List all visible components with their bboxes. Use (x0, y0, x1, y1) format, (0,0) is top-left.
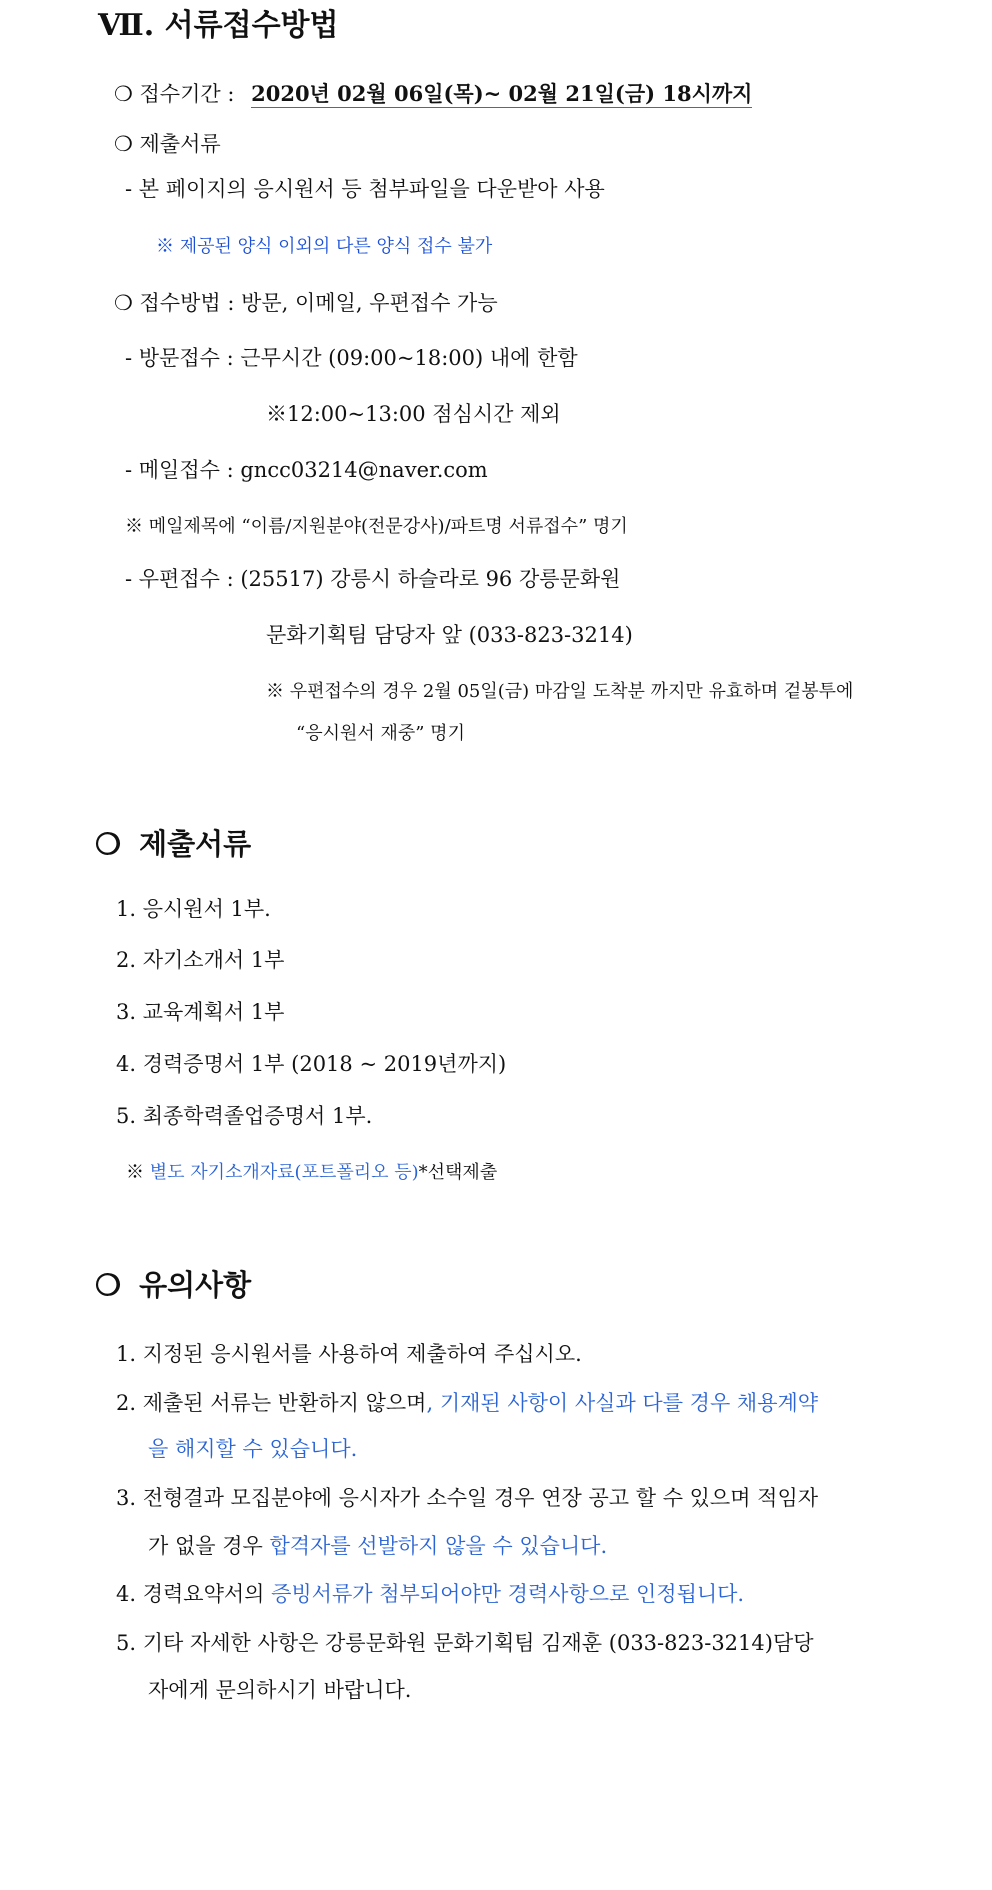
visit-value: 근무시간 (09:00~18:00) 내에 한함 (240, 346, 578, 370)
notes-item-4-a: 4. 경력요약서의 (116, 1582, 272, 1606)
docs-item-4: 4. 경력증명서 1부 (2018 ~ 2019년까지) (116, 1052, 507, 1076)
visit-row (125, 342, 578, 372)
section-notes-title: 유의사항 (139, 1268, 252, 1302)
bullet-icon: ❍ (114, 291, 133, 315)
bullet-icon: ❍ (114, 132, 133, 156)
section-notes-heading (95, 1263, 251, 1304)
docs-item-1: 1. 응시원서 1부. (116, 897, 271, 921)
section-docs-title: 제출서류 (139, 827, 252, 861)
method-text: 접수방법 : 방문, 이메일, 우편접수 가능 (139, 291, 498, 315)
mail-note: ※ 메일제목에 “이름/지원분야(전문강사)/파트명 서류접수” 명기 (125, 516, 628, 537)
period-row (114, 78, 752, 108)
notes-item-3-a: 3. 전형결과 모집분야에 응시자가 소수일 경우 연장 공고 할 수 있으며 적임자 (116, 1486, 819, 1510)
notes-item-4 (116, 1578, 744, 1608)
post-line2: 문화기획팀 담당자 앞 (033-823-3214) (266, 623, 633, 647)
docs-item-2: 2. 자기소개서 1부 (116, 948, 285, 972)
post-row (125, 563, 620, 593)
post-label: - 우편접수 : (125, 567, 234, 591)
visit-note: ※12:00~13:00 점심시간 제외 (266, 402, 561, 426)
notes-item-5-b: 자에게 문의하시기 바랍니다. (148, 1678, 412, 1702)
docs-item-3: 3. 교육계획서 1부 (116, 1000, 285, 1024)
bullet-icon: ❍ (95, 1268, 121, 1302)
notes-item-2 (116, 1387, 818, 1417)
post-note2: “응시원서 재중” 명기 (296, 723, 465, 744)
mail-row (125, 454, 488, 484)
visit-label: - 방문접수 : (125, 346, 234, 370)
docs-note-blue: 별도 자기소개자료(포트폴리오 등) (149, 1162, 419, 1183)
method-row (114, 287, 498, 317)
bullet-icon: ❍ (114, 82, 133, 106)
docs-note-row (126, 1158, 497, 1184)
docs-note-suffix: *선택제출 (418, 1162, 498, 1183)
notes-item-3-c: 합격자를 선발하지 않을 수 있습니다. (269, 1534, 608, 1558)
docs-note-prefix: ※ (126, 1162, 144, 1183)
notes-item-2-b: , 기재된 사항이 사실과 다를 경우 채용계약 (426, 1391, 819, 1415)
post-line1: (25517) 강릉시 하슬라로 96 강릉문화원 (240, 567, 621, 591)
mail-value: gncc03214@naver.com (240, 458, 488, 482)
docs-item-5: 5. 최종학력졸업증명서 1부. (116, 1104, 373, 1128)
docs-intro-row (114, 128, 221, 158)
notes-item-2-c: 을 해지할 수 있습니다. (148, 1437, 358, 1461)
mail-label: - 메일접수 : (125, 458, 234, 482)
notes-item-1: 1. 지정된 응시원서를 사용하여 제출하여 주십시오. (116, 1342, 582, 1366)
section-docs-heading (95, 822, 251, 863)
period-label: 접수기간 : (139, 82, 235, 106)
notes-item-2-a: 2. 제출된 서류는 반환하지 않으며 (116, 1391, 427, 1415)
docs-line: - 본 페이지의 응시원서 등 첨부파일을 다운받아 사용 (125, 177, 605, 201)
post-note1: ※ 우편접수의 경우 2월 05일(금) 마감일 도착분 까지만 유효하며 겉봉투에 (266, 681, 854, 702)
docs-note: ※ 제공된 양식 이외의 다른 양식 접수 불가 (156, 236, 493, 257)
notes-item-3-b: 가 없을 경우 (148, 1534, 270, 1558)
notes-item-3 (148, 1530, 607, 1560)
period-value: 2020년 02월 06일(목)~ 02월 21일(금) 18시까지 (251, 81, 753, 106)
bullet-icon: ❍ (95, 827, 121, 861)
page-title: Ⅶ. 서류접수방법 (98, 8, 339, 43)
notes-item-4-b: 증빙서류가 첨부되어야만 경력사항으로 인정됩니다. (271, 1582, 745, 1606)
notes-item-5-a: 5. 기타 자세한 사항은 강릉문화원 문화기획팀 김재훈 (033-823-3214)담당 (116, 1631, 814, 1655)
docs-intro-label: 제출서류 (139, 132, 221, 156)
